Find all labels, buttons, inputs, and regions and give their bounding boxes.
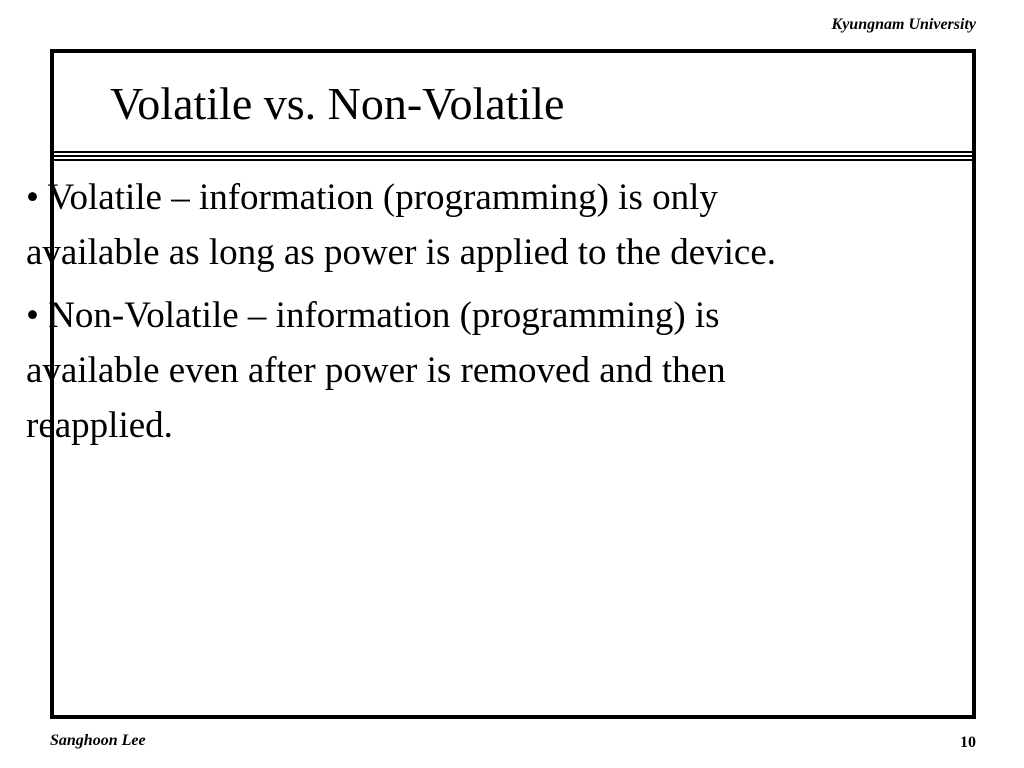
bullet-list <box>26 170 856 461</box>
bullet-volatile: • Volatile – information (programming) is only available as long as power is applied to the device. <box>26 177 777 273</box>
bullet-non-volatile: • Non-Volatile – information (programming) is available even after power is removed and then reapplied. <box>26 295 726 446</box>
slide-title: Volatile vs. Non-Volatile <box>110 78 565 129</box>
title-area <box>54 53 972 155</box>
page-number: 10 <box>960 734 976 751</box>
header-organization: Kyungnam University <box>831 16 976 33</box>
footer-author: Sanghoon Lee <box>50 732 146 749</box>
title-divider <box>54 151 972 161</box>
